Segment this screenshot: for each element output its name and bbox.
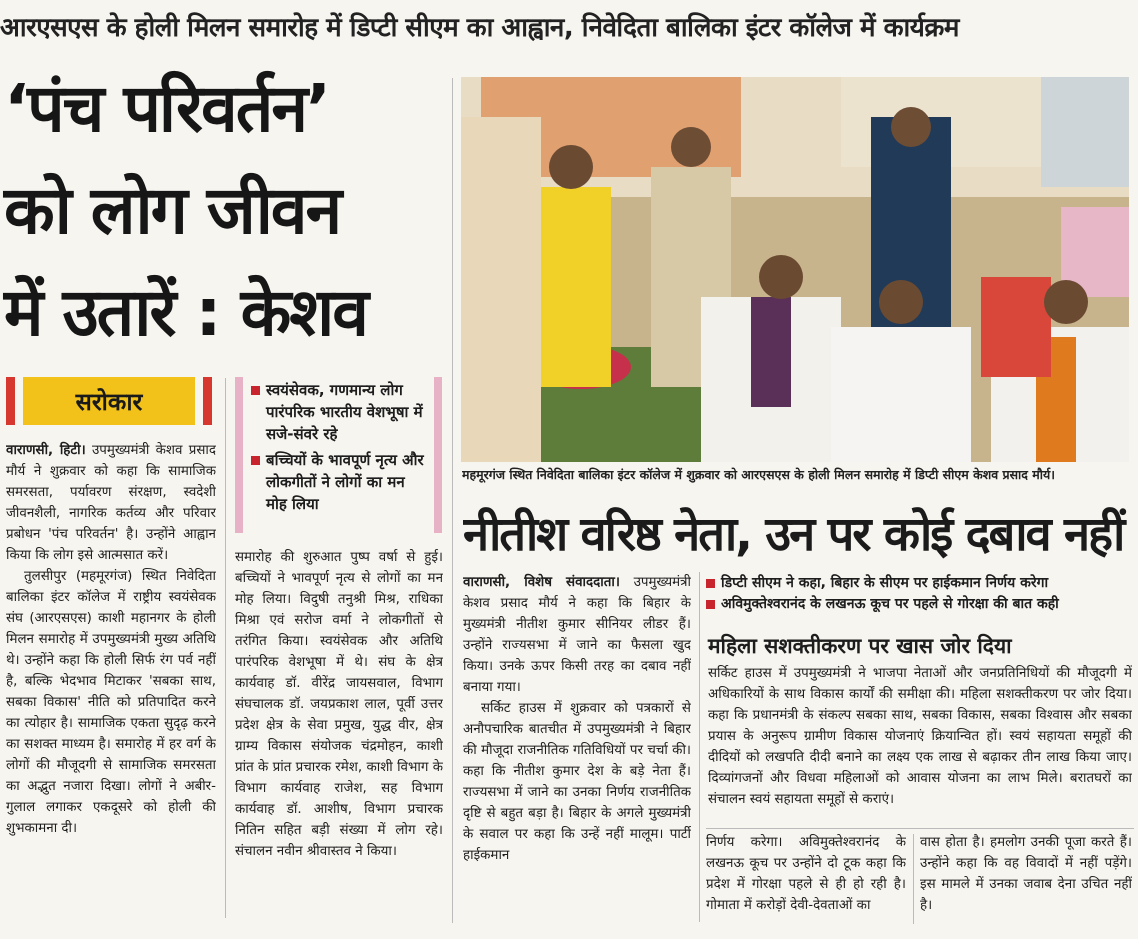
headline-line-2: को लोग जीवन <box>4 172 341 249</box>
section-tag-label: सरोकार <box>23 377 195 425</box>
story2-dateline: वाराणसी, विशेष संवाददाता। <box>463 575 620 590</box>
bullet-square-icon <box>251 456 260 465</box>
news-photo <box>461 77 1129 462</box>
story1-para-1: उपमुख्यमंत्री केशव प्रसाद मौर्य ने शुक्रवार को कहा कि सामाजिक समरसता, पर्यावरण संरक्षण, स्वदेशी जीवनशैली, नागरिक कर्तव्य और परिवार प्रबोधन 'पंच परिवर्तन' है। उन्होंने आह्वान किया कि लोग इसे आत्मसात करें। <box>6 443 216 563</box>
story2-highlights <box>706 573 1136 615</box>
highlight-item <box>706 594 1136 615</box>
column-divider <box>452 78 453 923</box>
story2-section-head: महिला सशक्तीकरण पर खास जोर दिया <box>708 634 1012 658</box>
story1-column-1 <box>6 440 216 935</box>
bullet-square-icon <box>251 386 260 395</box>
story2-headline: नीतीश वरिष्ठ नेता, उन पर कोई दबाव नहीं <box>463 507 1124 562</box>
story2-para-3: निर्णय करेगा। अविमुक्तेश्वरानंद के लखनऊ कूच पर उन्होंने दो टूक कहा कि प्रदेश में गोरक्षा पहले से ही हो रही है। गोमाता में करोड़ों देवी-देवताओं का <box>706 835 906 913</box>
highlight-text: स्वयंसेवक, गणमान्य लोग पारंपरिक भारतीय वेशभूषा में सजे-संवरे रहे <box>266 381 423 443</box>
story2-para-1: उपमुख्यमंत्री केशव प्रसाद मौर्य ने कहा कि बिहार के मुख्यमंत्री नीतीश कुमार सीनियर लीडर हैं। उन्होंने राज्यसभा में जाने का फैसला खुद किया। उनके ऊपर किसी तरह का दबाव नहीं बनाया गया। <box>463 575 691 695</box>
photo-caption: महमूरगंज स्थित निवेदिता बालिका इंटर कॉलेज में शुक्रवार को आरएसएस के होली मिलन समारोह में डिप्टी सीएम केशव प्रसाद मौर्य। <box>462 467 1055 482</box>
main-headline <box>4 58 452 364</box>
kicker-line: आरएसएस के होली मिलन समारोह में डिप्टी सीएम का आह्वान, निवेदिता बालिका इंटर कॉलेज में कार्यक्रम <box>0 13 959 43</box>
headline-line-3: में उतारें : केशव <box>4 274 367 351</box>
column-divider <box>699 572 700 922</box>
highlight-text: डिप्टी सीएम ने कहा, बिहार के सीएम पर हाईकमान निर्णय करेगा <box>721 575 1049 591</box>
story1-dateline: वाराणसी, हिटी। <box>6 443 86 458</box>
section-tag <box>6 377 212 425</box>
column-divider <box>913 834 914 924</box>
story2-section-text: सर्किट हाउस में उपमुख्यमंत्री ने भाजपा नेताओं और जनप्रतिनिधियों की मौजूदगी में अधिकारियों के साथ विकास कार्यों की समीक्षा की। महिला सशक्तीकरण पर जोर दिया। कहा कि प्रधानमंत्री के संकल्प सबका साथ, सबका विकास, सबका विश्वास और सबका प्रयास के अनुरूप ग्रामीण विकास योजनाएं क्रियान्वित हों। स्वयं सहायता समूहों की दीदियों को लखपति दीदी बनाने का लक्ष्य एक लाख से बढ़ाकर तीन लाख किया जाए। दिव्यांगजनों और विधवा महिलाओं को आवास योजना का लाभ मिले। बरातघरों का संचालन स्वयं सहायता समूहों से कराएं। <box>708 666 1132 807</box>
highlight-item <box>251 379 430 445</box>
bullet-square-icon <box>706 600 715 609</box>
story1-column-2 <box>235 547 443 937</box>
photo-illustration <box>461 77 1129 462</box>
highlights-box <box>235 377 442 533</box>
highlight-text: बच्चियों के भावपूर्ण नृत्य और लोकगीतों ने लोगों का मन मोह लिया <box>266 451 424 513</box>
section-divider <box>706 828 1134 829</box>
highlight-item <box>251 449 430 515</box>
story2-section-body <box>708 663 1132 825</box>
story2-para-2: सर्किट हाउस में शुक्रवार को पत्रकारों से अनौपचारिक बातचीत में उपमुख्यमंत्री ने बिहार की मौजूदा राजनीतिक गतिविधियों पर चर्चा की। कहा कि नीतीश कुमार देश के बड़े नेता हैं। राज्यसभा में जाने का उनका निर्णय राजनीतिक दृष्टि से बहुत बड़ा है। बिहार के अगले मुख्यमंत्री के सवाल पर कहा कि उन्हें नहीं मालूम। पार्टी हाईकमान <box>463 701 691 863</box>
story2-column-1 <box>463 572 691 927</box>
story1-para-2: तुलसीपुर (महमूरगंज) स्थित निवेदिता बालिका इंटर कॉलेज में राष्ट्रीय स्वयंसेवक संघ (आरएसएस) काशी महानगर के होली मिलन समारोह में उपमुख्यमंत्री मुख्य अतिथि थे। उन्होंने कहा कि होली सिर्फ रंग पर्व नहीं है, बल्कि भेदभाव मिटाकर 'सबका साथ, सबका विकास' नीति को प्रतिपादित करने का त्योहार है। सामाजिक एकता सुदृढ़ करने का सशक्त माध्यम है। समारोह में हर वर्ग के लोगों की मौजूदगी से सामाजिक समरसता का अद्भुत नजारा दिखा। लोगों ने अबीर-गुलाल लगाकर एकदूसरे को होली की शुभकामना दी। <box>6 569 216 836</box>
story1-para-3: समारोह की शुरुआत पुष्प वर्षा से हुई। बच्चियों ने भावपूर्ण नृत्य से लोगों का मन मोह लिया। विदुषी तनुश्री मिश्र, राधिका मिश्रा एवं सरोज वर्मा ने लोकगीतों से तरंगित किया। स्वयंसेवक और अतिथि पारंपरिक वेशभूषा में थे। संघ के क्षेत्र कार्यवाह डॉ. वीरेंद्र जायसवाल, विभाग संघचालक डॉ. जयप्रकाश लाल, पूर्वी उत्तर प्रदेश क्षेत्र के सेवा प्रमुख, युद्ध वीर, क्षेत्र ग्राम्य विकास संयोजक चंद्रमोहन, काशी प्रांत के प्रांत प्रचारक रमेश, काशी विभाग के विभाग कार्यवाह राजेश, सह विभाग कार्यवाह डॉ. आशीष, विभाग प्रचारक नितिन सहित बड़ी संख्या में लोग रहे। संचालन नवीन श्रीवास्तव ने किया। <box>235 550 443 859</box>
headline-line-1: ‘पंच परिवर्तन’ <box>4 70 330 147</box>
story2-column-4 <box>920 832 1132 927</box>
bullet-square-icon <box>706 579 715 588</box>
highlight-text: अविमुक्तेश्वरानंद के लखनऊ कूच पर पहले से गोरक्षा की बात कही <box>721 596 1059 612</box>
story2-para-4: वास होता है। हमलोग उनकी पूजा करते हैं। उन्होंने कहा कि वह विवादों में नहीं पड़ेंगे। इस मामले में उनका जवाब देना उचित नहीं है। <box>920 835 1132 913</box>
highlight-item <box>706 573 1136 594</box>
column-divider <box>225 378 226 918</box>
story2-column-3 <box>706 832 906 927</box>
